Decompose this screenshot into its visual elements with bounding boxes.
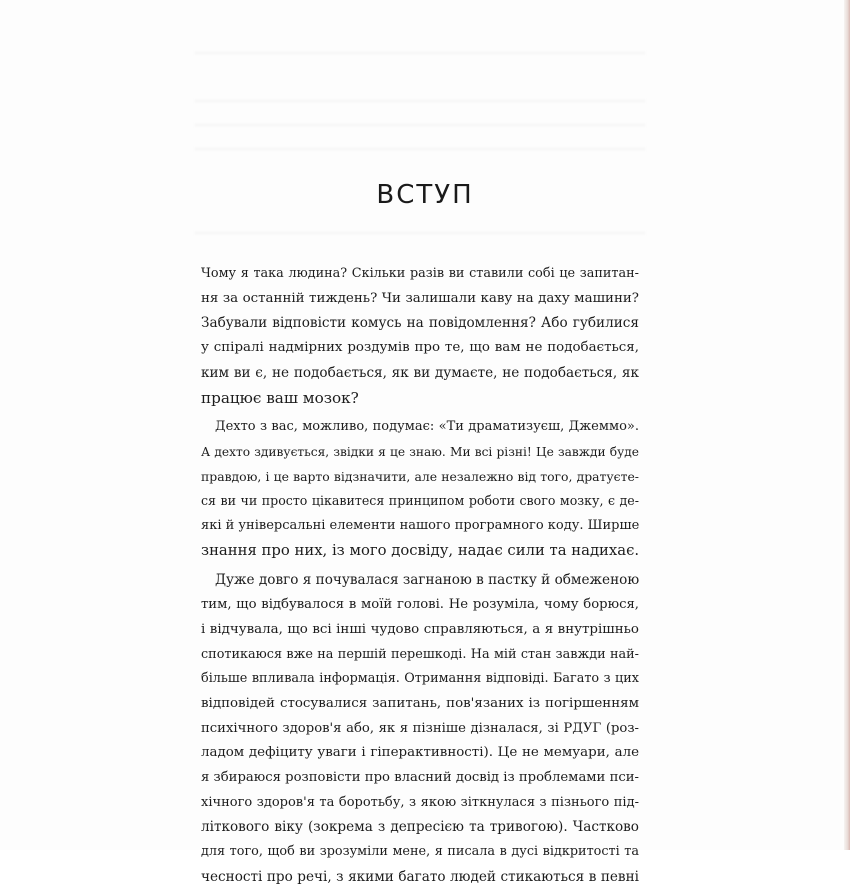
text-line: ким ви є, не подобається, як ви думаєте, не подобається, як (201, 364, 639, 381)
text-line: спотикаюся вже на першій перешкоді. На мій стан завжди най- (201, 646, 639, 662)
text-line: ся ви чи просто цікавитеся принципом роботи свого мозку, є де- (201, 493, 639, 509)
show-through-line (195, 124, 645, 126)
text-line: відповідей стосувалися запитань, пов'язаних із погіршенням (201, 695, 639, 711)
text-line: ня за останній тиждень? Чи залишали каву на даху машини? (201, 290, 639, 306)
text-line: правдою, і це варто відзначити, але незалежно від того, дратуєте- (201, 468, 639, 484)
text-line: Чому я така людина? Скільки разів ви ставили собі це запитан- (201, 266, 639, 281)
text-line: ладом дефіциту уваги і гіперактивності). Це не мемуари, але (201, 745, 639, 761)
text-line: А дехто здивується, звідки я це знаю. Ми всі різні! Це завжди буде (201, 444, 639, 459)
body-text (201, 262, 639, 890)
text-line: тим, що відбувалося в моїй голові. Не розуміла, чому борюся, (201, 597, 639, 613)
show-through-line (195, 148, 645, 150)
show-through-line (195, 232, 645, 234)
text-line: які й універсальні елементи нашого програмного коду. Ширше (201, 518, 640, 534)
text-line: і відчувала, що всі інші чудово справляються, а я внутрішньо (201, 621, 639, 637)
text-line: чесності про речі, з якими багато людей стикаються в певні (201, 868, 639, 885)
text-line: я збираюся розповісти про власний досвід із проблемами пси- (201, 770, 639, 786)
text-line: більше впливала інформація. Отримання відповіді. Багато з цих (201, 671, 639, 687)
text-line: Дуже довго я почувалася загнаною в пастку й обмеженою (215, 572, 640, 589)
page-edge (844, 0, 850, 850)
show-through-line (195, 52, 645, 54)
text-line: Дехто з вас, можливо, подумає: «Ти драматизуєш, Джеммо». (215, 419, 639, 435)
text-line: психічного здоров'я або, як я пізніше дізналася, зі РДУГ (роз- (201, 720, 639, 736)
show-through-line (195, 100, 645, 102)
chapter-heading: ВСТУП (376, 180, 474, 210)
text-line: літкового віку (зокрема з депресією та тривогою). Частково (201, 819, 639, 836)
text-line: хічного здоров'я та боротьбу, з якою зіткнулася з пізнього під- (201, 794, 639, 810)
text-line: Забували відповісти комусь на повідомлення? Або губилися (201, 315, 639, 332)
text-line: для того, щоб ви зрозуміли мене, я писала в дусі відкритості та (201, 844, 639, 860)
text-line: працює ваш мозок? (201, 388, 359, 407)
text-line: знання про них, із мого досвіду, надає сили та надихає. (201, 541, 640, 559)
text-line: у спіралі надмірних роздумів про те, що вам не подобається, (201, 340, 639, 356)
